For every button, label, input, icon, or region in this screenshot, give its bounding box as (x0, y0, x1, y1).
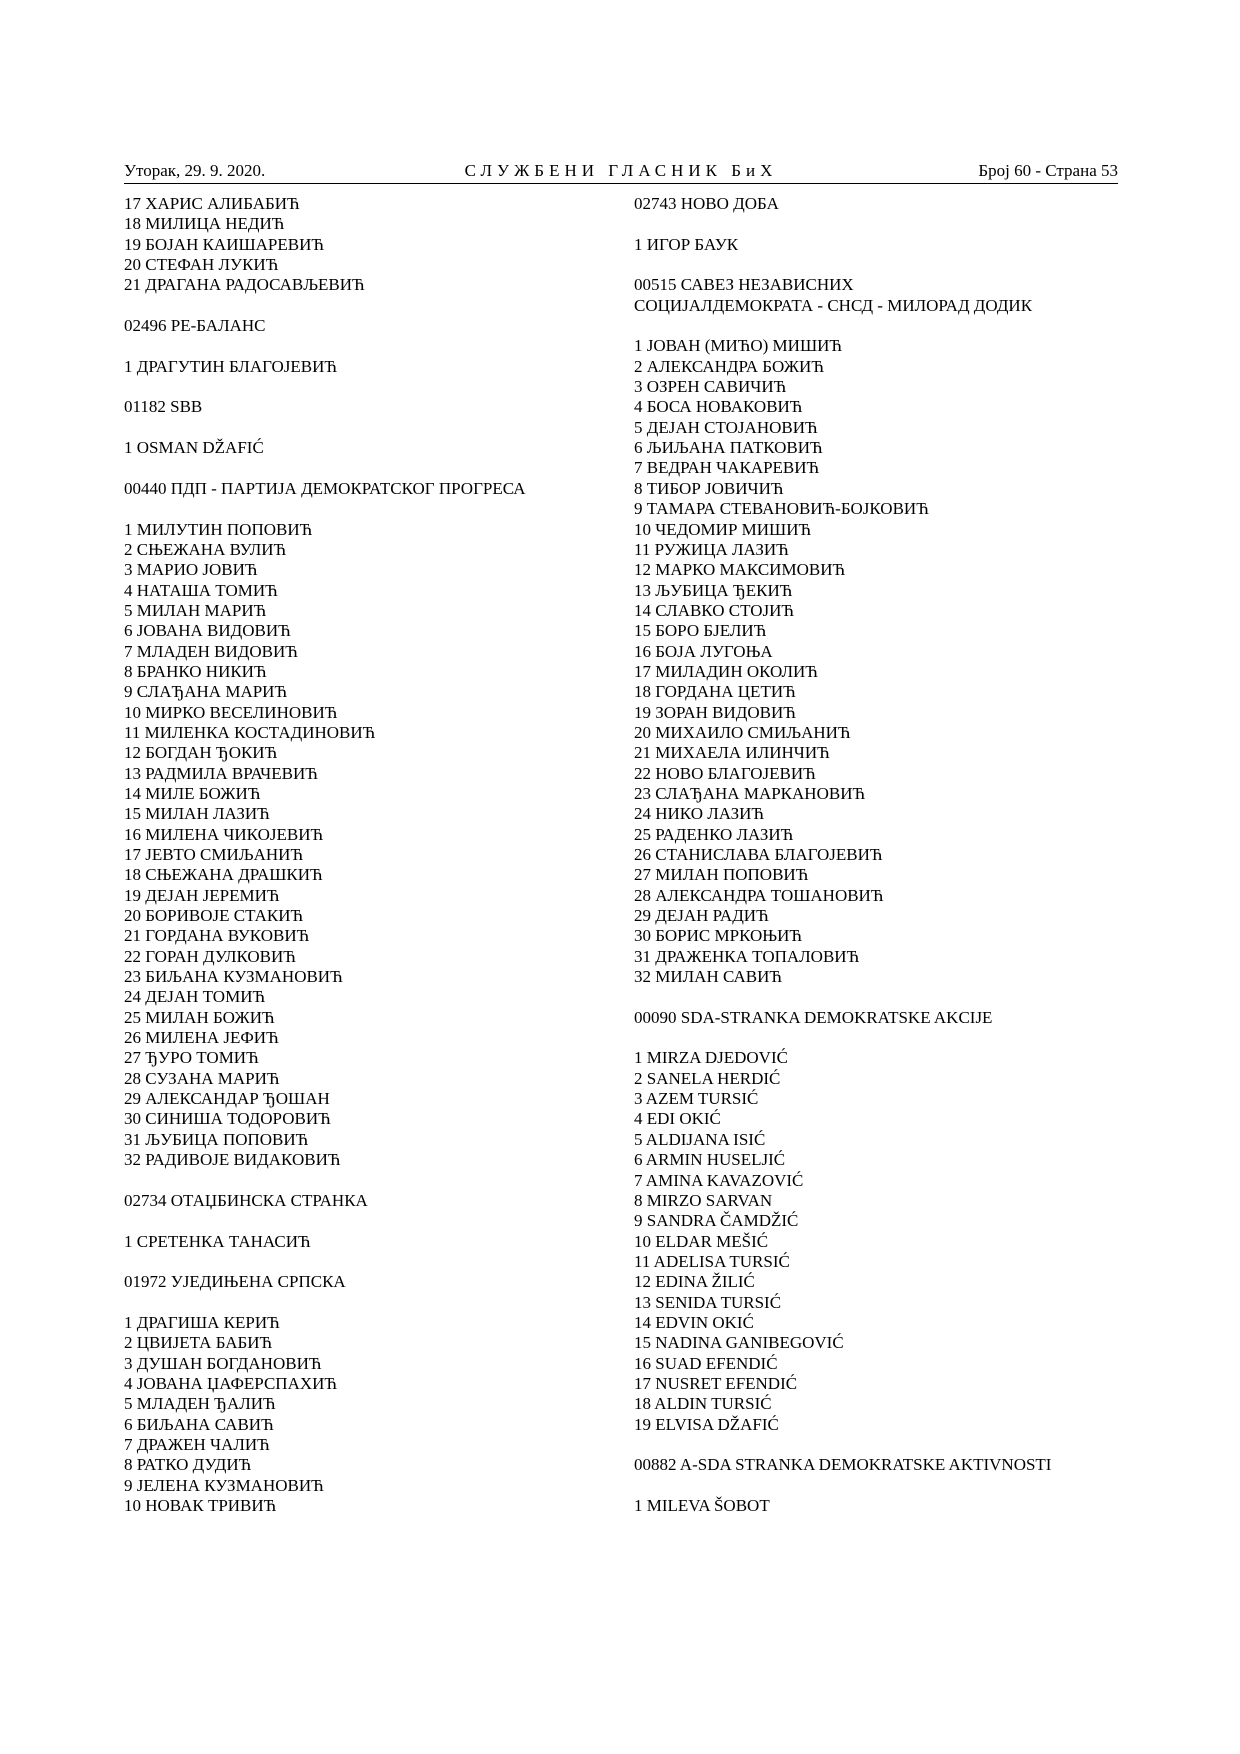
list-item: 2 АЛЕКСАНДРА БОЖИЋ (634, 356, 824, 376)
list-item: 30 СИНИША ТОДОРОВИЋ (124, 1109, 331, 1129)
list-item: 1 OSMAN DŽAFIĆ (124, 438, 264, 458)
party-heading: 02743 НОВО ДОБА (634, 194, 779, 213)
list-item: 8 РАТКО ДУДИЋ (124, 1455, 252, 1475)
party-heading: 01972 УЈЕДИЊЕНА СРПСКА (124, 1272, 346, 1292)
blank-line (634, 214, 1118, 234)
list-item: 23 БИЉАНА КУЗМАНОВИЋ (124, 967, 343, 987)
list-item: 24 ДЕЈАН ТОМИЋ (124, 987, 266, 1007)
list-item: 1 СРЕТЕНКА ТАНАСИЋ (124, 1231, 311, 1251)
list-item: 19 ЗОРАН ВИДОВИЋ (634, 702, 796, 722)
list-item: 1 MIRZA DJEDOVIĆ (634, 1048, 788, 1068)
list-item: 20 БОРИВОЈЕ СТАКИЋ (124, 906, 304, 926)
list-item: 10 ЧЕДОМИР МИШИЋ (634, 519, 812, 539)
list-item: 13 РАДМИЛА ВРАЧЕВИЋ (124, 763, 318, 783)
blank-line (634, 255, 1118, 275)
blank-line (124, 296, 604, 316)
list-item: 29 АЛЕКСАНДАР ЂОШАН (124, 1089, 330, 1109)
list-item: 22 ГОРАН ДУЛКОВИЋ (124, 946, 296, 966)
list-item: 2 ЦВИЈЕТА БАБИЋ (124, 1333, 273, 1353)
list-item: 9 СЛАЂАНА МАРИЋ (124, 682, 288, 702)
list-item: 4 ЈОВАНА ЏАФЕРСПАХИЋ (124, 1373, 337, 1393)
party-heading: 01182 SBB (124, 397, 203, 417)
list-item: 31 ЉУБИЦА ПОПОВИЋ (124, 1129, 309, 1149)
list-item: 5 МЛАДЕН ЂАЛИЋ (124, 1394, 276, 1414)
blank-line (634, 316, 1118, 336)
list-item: 18 СЊЕЖАНА ДРАШКИЋ (124, 865, 323, 885)
list-item: 12 БОГДАН ЂОКИЋ (124, 743, 278, 763)
blank-line (124, 1293, 604, 1313)
list-item: 8 БРАНКО НИКИЋ (124, 661, 267, 681)
list-item: 24 НИКО ЛАЗИЋ (634, 804, 765, 824)
list-item: 7 ДРАЖЕН ЧАЛИЋ (124, 1434, 270, 1454)
list-item: 4 НАТАША ТОМИЋ (124, 580, 278, 600)
list-item: 21 ГОРДАНА ВУКОВИЋ (124, 926, 310, 946)
list-item: 1 МИЛУТИН ПОПОВИЋ (124, 519, 313, 539)
list-item: 27 ЂУРО ТОМИЋ (124, 1048, 259, 1068)
list-item: 1 ДРАГУТИН БЛАГОЈЕВИЋ (124, 356, 337, 376)
list-item: 11 РУЖИЦА ЛАЗИЋ (634, 539, 789, 559)
list-item: 15 МИЛАН ЛАЗИЋ (124, 804, 270, 824)
list-item: 6 БИЉАНА САВИЋ (124, 1414, 274, 1434)
list-item: 1 ДРАГИША КЕРИЋ (124, 1312, 280, 1332)
list-item: 6 ЈОВАНА ВИДОВИЋ (124, 621, 291, 641)
list-item: 32 МИЛАН САВИЋ (634, 967, 782, 987)
list-item: 1 ЈОВАН (МИЋО) МИШИЋ (634, 336, 842, 356)
party-heading: 00090 SDA-STRANKA DEMOKRATSKE AKCIJE (634, 1007, 993, 1027)
blank-line (124, 1252, 604, 1272)
list-item: 8 ТИБОР ЈОВИЧИЋ (634, 478, 784, 498)
list-item: 21 МИХАЕЛА ИЛИНЧИЋ (634, 743, 830, 763)
list-item: 26 МИЛЕНА ЈЕФИЋ (124, 1028, 279, 1048)
blank-line (124, 458, 604, 478)
blank-line (124, 1171, 604, 1191)
list-item: 16 SUAD EFENDIĆ (634, 1353, 778, 1373)
blank-line (124, 1211, 604, 1231)
list-item: 6 ARMIN HUSELJIĆ (634, 1150, 786, 1170)
blank-line (124, 499, 604, 519)
list-item: 7 МЛАДЕН ВИДОВИЋ (124, 641, 298, 661)
list-item: 3 AZEM TURSIĆ (634, 1089, 759, 1109)
list-item: 9 SANDRA ČAMDŽIĆ (634, 1211, 799, 1231)
list-item: 2 СЊЕЖАНА ВУЛИЋ (124, 539, 287, 559)
list-item: 14 СЛАВКО СТОЈИЋ (634, 600, 795, 620)
list-item: 20 МИХАИЛО СМИЉАНИЋ (634, 722, 851, 742)
list-item: 15 БОРО БЈЕЛИЋ (634, 621, 767, 641)
list-item: 17 NUSRET EFENDIĆ (634, 1373, 798, 1393)
list-item: 16 БОЈА ЛУГОЊА (634, 641, 773, 661)
party-heading: 00882 A-SDA STRANKA DEMOKRATSKE AKTIVNOSTI (634, 1455, 1052, 1475)
list-item: СОЦИЈАЛДЕМОКРАТА - СНСД - МИЛОРАД ДОДИК (634, 295, 1033, 315)
list-item: 5 МИЛАН МАРИЋ (124, 600, 267, 620)
list-item: 11 ADELISA TURSIĆ (634, 1251, 790, 1271)
list-item: 14 МИЛЕ БОЖИЋ (124, 783, 261, 803)
list-item: 11 МИЛЕНКА КОСТАДИНОВИЋ (124, 722, 376, 742)
list-item: 25 МИЛАН БОЖИЋ (124, 1007, 275, 1027)
list-item: 6 ЉИЉАНА ПАТКОВИЋ (634, 438, 823, 458)
party-heading: 00440 ПДП - ПАРТИЈА ДЕМОКРАТСКОГ ПРОГРЕСА (124, 478, 526, 498)
list-item: 31 ДРАЖЕНКА ТОПАЛОВИЋ (634, 946, 860, 966)
list-item: 20 СТЕФАН ЛУКИЋ (124, 255, 279, 275)
list-item: 25 РАДЕНКО ЛАЗИЋ (634, 824, 794, 844)
list-item: 17 МИЛАДИН ОКОЛИЋ (634, 661, 818, 681)
party-heading: 00515 САВЕЗ НЕЗАВИСНИХ (634, 275, 854, 295)
list-item: 32 РАДИВОЈЕ ВИДАКОВИЋ (124, 1150, 341, 1170)
list-item: 13 SENIDA TURSIĆ (634, 1292, 782, 1312)
list-item: 3 ДУШАН БОГДАНОВИЋ (124, 1353, 322, 1373)
left-column (124, 194, 604, 1516)
list-item: 1 MILEVA ŠOBOT (634, 1496, 770, 1515)
list-item: 27 МИЛАН ПОПОВИЋ (634, 865, 809, 885)
list-item: 17 ЈЕВТО СМИЉАНИЋ (124, 845, 304, 864)
header-date: Уторак, 29. 9. 2020. (124, 161, 266, 180)
list-item: 9 ТАМАРА СТЕВАНОВИЋ-БОЈКОВИЋ (634, 499, 929, 519)
list-item: 14 EDVIN OKIĆ (634, 1312, 754, 1332)
list-item: 17 ХАРИС АЛИБАБИЋ (124, 194, 300, 213)
list-item: 22 НОВО БЛАГОЈЕВИЋ (634, 763, 816, 783)
list-item: 1 ИГОР БАУК (634, 234, 739, 254)
blank-line (634, 1476, 1118, 1496)
list-item: 5 ALDIJANA ISIĆ (634, 1129, 766, 1149)
list-item: 7 ВЕДРАН ЧАКАРЕВИЋ (634, 458, 820, 478)
blank-line (124, 336, 604, 356)
blank-line (634, 1435, 1118, 1455)
list-item: 10 НОВАК ТРИВИЋ (124, 1496, 277, 1515)
list-item: 18 МИЛИЦА НЕДИЋ (124, 214, 285, 234)
list-item: 12 EDINA ŽILIĆ (634, 1272, 755, 1292)
list-item: 13 ЉУБИЦА ЂЕКИЋ (634, 580, 793, 600)
list-item: 7 AMINA KAVAZOVIĆ (634, 1170, 804, 1190)
list-item: 5 ДЕЈАН СТОЈАНОВИЋ (634, 417, 818, 437)
blank-line (634, 1028, 1118, 1048)
list-item: 2 SANELA HERDIĆ (634, 1068, 781, 1088)
list-item: 28 АЛЕКСАНДРА ТОШАНОВИЋ (634, 885, 884, 905)
list-item: 3 МАРИО ЈОВИЋ (124, 560, 258, 580)
page-header (124, 159, 1118, 183)
list-item: 21 ДРАГАНА РАДОСАВЉЕВИЋ (124, 275, 365, 295)
list-item: 18 ALDIN TURSIĆ (634, 1394, 772, 1414)
party-heading: 02734 ОТАЏБИНСКА СТРАНКА (124, 1190, 368, 1210)
blank-line (634, 987, 1118, 1007)
header-publication-title: СЛУЖБЕНИ ГЛАСНИК БиХ (464, 161, 778, 180)
list-item: 23 СЛАЂАНА МАРКАНОВИЋ (634, 783, 866, 803)
list-item: 18 ГОРДАНА ЦЕТИЋ (634, 682, 796, 702)
list-item: 29 ДЕЈАН РАДИЋ (634, 906, 769, 926)
right-column (634, 194, 1118, 1516)
list-item: 28 СУЗАНА МАРИЋ (124, 1068, 280, 1088)
blank-line (124, 377, 604, 397)
list-item: 16 МИЛЕНА ЧИКОЈЕВИЋ (124, 824, 324, 844)
list-item: 19 БОЈАН КАИШАРЕВИЋ (124, 234, 324, 254)
list-item: 19 ДЕЈАН ЈЕРЕМИЋ (124, 885, 280, 905)
blank-line (124, 418, 604, 438)
list-item: 19 ELVISA DŽAFIĆ (634, 1414, 779, 1434)
header-page-reference: Број 60 - Страна 53 (978, 161, 1118, 180)
list-item: 3 ОЗРЕН САВИЧИЋ (634, 377, 787, 397)
list-item: 12 МАРКО МАКСИМОВИЋ (634, 560, 846, 580)
list-item: 10 МИРКО ВЕСЕЛИНОВИЋ (124, 702, 338, 722)
header-divider (124, 183, 1118, 184)
list-item: 8 MIRZO SARVAN (634, 1190, 773, 1210)
list-item: 30 БОРИС МРКОЊИЋ (634, 926, 802, 946)
list-item: 10 ELDAR MEŠIĆ (634, 1231, 769, 1251)
list-item: 4 БОСА НОВАКОВИЋ (634, 397, 803, 417)
list-item: 9 ЈЕЛЕНА КУЗМАНОВИЋ (124, 1475, 324, 1495)
list-item: 26 СТАНИСЛАВА БЛАГОЈЕВИЋ (634, 845, 883, 864)
party-heading: 02496 РЕ-БАЛАНС (124, 316, 266, 336)
list-item: 4 EDI OKIĆ (634, 1109, 721, 1129)
list-item: 15 NADINA GANIBEGOVIĆ (634, 1333, 844, 1353)
